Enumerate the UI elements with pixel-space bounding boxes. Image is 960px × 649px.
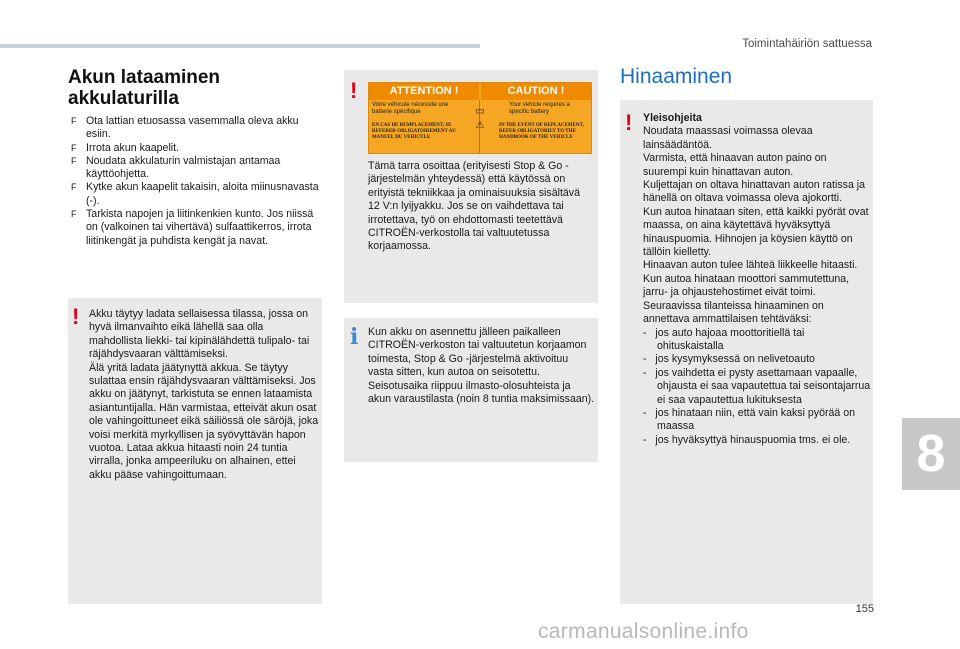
battery-steps (70, 115, 324, 248)
warning-icon: ! (625, 110, 633, 135)
info-note-text: Kun akku on asennettu jälleen paikalleen CITROËN-verkoston tai valtuutetun korjaamon toimesta, Stop & Go -järjestelmä aktivoituu vasta sitten, kun autoa on seisotettu. Seisotusaika riippuu ilmasto-olosuhteista ja akun varaustilasta (noin 8 tuntia maksimissaan). (368, 326, 595, 406)
bullet-icon: F (71, 182, 77, 193)
towing-title: Hinaaminen (620, 65, 733, 88)
battery-title: Akun lataaminen akkulaturilla (68, 67, 221, 109)
label-en-sub: Your vehicle requires a specific battery (509, 102, 570, 115)
list-item: - jos kysymyksessä on nelivetoauto (643, 353, 815, 366)
bullet-icon: F (71, 155, 77, 166)
label-caution: CAUTION ! (481, 83, 591, 100)
list-item: F Ota lattian etuosassa vasemmalla oleva akku esiin. (71, 115, 299, 141)
battery-symbol-icon: ▭ ⚠ (475, 106, 485, 131)
info-icon: i (350, 324, 359, 350)
chapter-tab (902, 418, 960, 490)
label-en-bold: IN THE EVENT OF REPLACEMENT, REFER OBLIGATORILY TO THE HANDBOOK OF THE VEHICLE (499, 123, 584, 140)
sticker-note-text: Tämä tarra osoittaa (erityisesti Stop & Go -järjestelmän yhteydessä) että käytössä on erityistä tekniikkaa ja ominaisuuksia sisältävä 12 V:n lyijyakku. Jos se on vaihdettava tai irrotettava, työ on ehdottomasti teetettävä CITROËN-verkostolla tai valtuutetussa korjaamossa. (368, 160, 580, 253)
label-fr-sub: Votre véhicule nécessite une batterie spécifique (372, 102, 449, 115)
label-attention: ATTENTION ! (369, 83, 479, 100)
chapter-number: 8 (916, 425, 946, 483)
towing-cases (643, 327, 871, 448)
list-item: - jos hyväksyttyä hinauspuomia tms. ei ole. (643, 433, 851, 446)
list-item: - jos auto hajoaa moottoritiellä tai ohituskaistalla (643, 326, 805, 352)
list-item: F Irrota akun kaapelit. (71, 141, 180, 154)
header-rule (0, 44, 480, 48)
warning-icon: ! (72, 304, 80, 329)
warning-icon: ! (350, 78, 358, 103)
towing-subtitle: Yleisohjeita (643, 112, 702, 124)
list-item: F Kytke akun kaapelit takaisin, aloita miinusnavasta (-). (71, 181, 319, 207)
bullet-icon: F (71, 209, 77, 220)
towing-body: Noudata maassasi voimassa olevaa lainsäädäntöä. Varmista, että hinaavan auton paino on suurempi kuin hinattavan auton. Kuljettajan on oltava hinattavan auton ratissa ja hänellä on oltava voimassa oleva ajokortti. Kun autoa hinataan siten, että kaikki pyörät ovat maassa, on aina käytettävä hyväksyttyä hinauspuomia. Hihnojen ja köysien käyttö on tällöin kielletty. Hinaavan auton tulee lähteä liikkeelle hitaasti. Kun autoa hinataan moottori sammutettuna, jarru- ja ohjaustehostimet eivät toimi. Seuraavissa tilanteissa hinaaminen on annettava ammattilaisen tehtäväksi: (643, 125, 869, 326)
section-header: Toimintahäiriön sattuessa (742, 38, 872, 50)
bullet-icon: F (71, 142, 77, 153)
battery-label-image (368, 82, 592, 154)
list-item: F Noudata akkulaturin valmistajan antamaa käyttöohjetta. (71, 154, 281, 181)
charging-warning-text: Akku täytyy ladata sellaisessa tilassa, jossa on hyvä ilmanvaihto eikä lähellä saa olla mahdollista liekki- tai kipinälähdettä tulipalo- tai räjähdysvaaran välttämiseksi. Älä yritä ladata jäätynyttä akkua. Se täytyy sulattaa ensin räjähdysvaaran välttämiseksi. Jos akku on jäätynyt, tarkistuta se ennen lataamista asiantuntijalla. Hän varmistaa, etteivät akun osat ole vahingoittuneet eikä säiliössä ole säröjä, joka voisi merkitä myrkyllisen ja syövyttävän hapon vuotoa. Lataa akkua hitaasti noin 24 tuntia virralla, jonka ampeeriluku on alhainen, ettei akku pääse vahingoittumaan. (89, 308, 319, 481)
list-item: - jos hinataan niin, että vain kaksi pyörää on maassa (643, 406, 855, 433)
towing-text (643, 112, 871, 447)
list-item: - jos vaihdetta ei pysty asettamaan vapaalle, ohjausta ei saa vapautettua tai seisontajarrua ei saa vapautettua lukituksesta (643, 366, 871, 406)
bullet-icon: F (71, 116, 77, 126)
label-fr-bold: EN CAS DE REMPLACEMENT, SE REFERER OBLIGATOIREMENT AU MANUEL DU VEHICULE (372, 123, 456, 140)
list-item: F Tarkista napojen ja liitinkenkien kunto. Jos niissä on (valkoinen tai vihertävä) sulfaattikerros, irrota liitinkengät ja puhdista kengät ja navat. (71, 208, 314, 247)
page-number: 155 (855, 603, 874, 615)
watermark: carmanualsonline.info (538, 620, 749, 643)
